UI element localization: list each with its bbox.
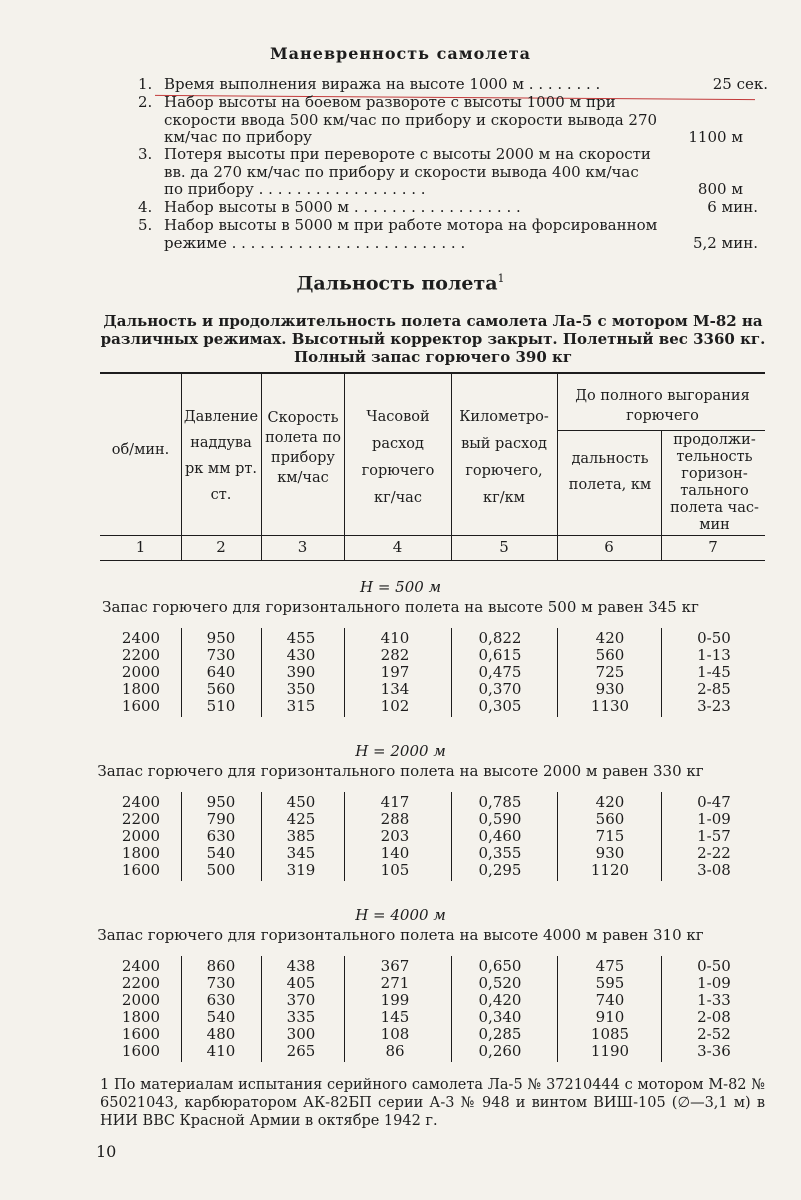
table-cell: 203 — [380, 827, 410, 845]
table-cell: 2200 — [121, 810, 161, 828]
table-cell: 910 — [595, 1008, 625, 1026]
table-cell: 288 — [380, 810, 410, 828]
table-cell: 1600 — [121, 1042, 161, 1060]
table-cell: 134 — [380, 680, 410, 698]
table-cell: 950 — [206, 793, 236, 811]
table-cell: 0,295 — [478, 861, 522, 879]
table-row — [0, 845, 801, 862]
table-cell: 450 — [286, 793, 316, 811]
table-row — [0, 992, 801, 1009]
table-cell: 630 — [206, 991, 236, 1009]
header-boost: Давление наддува pк мм рт. ст. — [183, 409, 259, 503]
table-cell: 930 — [595, 680, 625, 698]
table-row — [0, 664, 801, 681]
item-number: 1. — [138, 75, 153, 93]
item-value: 25 сек. — [712, 75, 768, 93]
table-cell: 300 — [286, 1025, 316, 1043]
table-cell: 1-09 — [697, 810, 731, 828]
table-cell: 3-36 — [697, 1042, 731, 1060]
table-cell: 640 — [206, 663, 236, 681]
table-cell: 410 — [380, 629, 410, 647]
table-cell: 930 — [595, 844, 625, 862]
col-index: 4 — [392, 538, 403, 556]
table-cell: 140 — [380, 844, 410, 862]
section-caption: Запас горючего для горизонтального полета на высоте 2000 м равен 330 кг — [97, 762, 704, 780]
table-cell: 1120 — [590, 861, 630, 879]
header-index-rule — [100, 560, 765, 561]
table-row — [0, 1026, 801, 1043]
table-row — [0, 1043, 801, 1060]
table-cell: 2000 — [121, 827, 161, 845]
table-cell: 335 — [286, 1008, 316, 1026]
item-value: 800 м — [697, 180, 743, 198]
col-index: 2 — [216, 538, 226, 556]
table-cell: 790 — [206, 810, 236, 828]
table-cell: 199 — [380, 991, 410, 1009]
range-title — [0, 272, 801, 294]
header-km: Километро-вый расход горючего, кг/км — [459, 409, 549, 506]
col-index: 5 — [499, 538, 509, 556]
table-cell: 3-23 — [697, 697, 731, 715]
section-height: H = 2000 м — [355, 742, 446, 760]
table-row — [0, 862, 801, 879]
table-cell: 0,785 — [478, 793, 522, 811]
table-cell: 1600 — [121, 861, 161, 879]
table-cell: 86 — [385, 1042, 405, 1060]
table-cell: 2400 — [121, 793, 161, 811]
table-cell: 0-50 — [697, 957, 731, 975]
table-row — [0, 811, 801, 828]
table-cell: 105 — [380, 861, 410, 879]
table-cell: 455 — [286, 629, 316, 647]
table-row — [0, 1009, 801, 1026]
table-cell: 2-08 — [697, 1008, 731, 1026]
table-cell: 430 — [286, 646, 316, 664]
header-bottom-rule — [100, 535, 765, 536]
table-cell: 540 — [206, 844, 236, 862]
table-cell: 102 — [380, 697, 410, 715]
table-cell: 319 — [286, 861, 316, 879]
item-number: 3. — [138, 145, 153, 163]
section-height: H = 500 м — [359, 578, 442, 596]
table-row — [0, 647, 801, 664]
table-cell: 0,305 — [478, 697, 522, 715]
item-value: 5,2 мин. — [692, 234, 758, 252]
col-index: 7 — [708, 538, 718, 556]
header-group: До полного выгорания горючего — [575, 388, 750, 424]
table-row — [0, 794, 801, 811]
table-cell: 197 — [380, 663, 410, 681]
item-value: 6 мин. — [707, 198, 758, 216]
table-cell: 420 — [595, 793, 625, 811]
table-cell: 1800 — [121, 1008, 161, 1026]
header-divider — [261, 374, 262, 560]
table-cell: 725 — [595, 663, 625, 681]
header-divider — [451, 374, 452, 560]
table-cell: 1600 — [121, 697, 161, 715]
header-divider — [344, 374, 345, 560]
table-cell: 740 — [595, 991, 625, 1009]
table-cell: 560 — [595, 810, 625, 828]
table-cell: 730 — [206, 974, 236, 992]
header-rpm: об/мин. — [111, 442, 170, 458]
section-caption: Запас горючего для горизонтального полета на высоте 4000 м равен 310 кг — [97, 926, 704, 944]
table-cell: 3-08 — [697, 861, 731, 879]
list-item — [138, 76, 768, 94]
page-number: 10 — [96, 1142, 117, 1161]
header-dur: продолжи-тельность горизон-тального полета час-мин — [670, 432, 759, 533]
table-cell: 2-85 — [697, 680, 731, 698]
table-cell: 438 — [286, 957, 316, 975]
table-cell: 1-13 — [697, 646, 731, 664]
table-cell: 0,260 — [478, 1042, 522, 1060]
table-cell: 345 — [286, 844, 316, 862]
header-speed: Скорость полета по прибору км/час — [265, 410, 341, 486]
table-cell: 271 — [380, 974, 410, 992]
item-text: Набор высоты в 5000 м . . . . . . . . . . . . . . . . . . — [164, 198, 521, 216]
table-row — [0, 630, 801, 647]
table-cell: 2000 — [121, 663, 161, 681]
table-cell: 0,590 — [478, 810, 522, 828]
table-cell: 370 — [286, 991, 316, 1009]
table-row — [0, 681, 801, 698]
table-cell: 2400 — [121, 957, 161, 975]
table-cell: 108 — [380, 1025, 410, 1043]
table-cell: 510 — [206, 697, 236, 715]
table-cell: 417 — [380, 793, 410, 811]
table-cell: 0,822 — [478, 629, 522, 647]
table-cell: 500 — [206, 861, 236, 879]
table-cell: 405 — [286, 974, 316, 992]
list-item — [138, 199, 768, 217]
list-item — [138, 94, 768, 146]
table-cell: 715 — [595, 827, 625, 845]
table-cell: 367 — [380, 957, 410, 975]
table-cell: 0,460 — [478, 827, 522, 845]
table-cell: 145 — [380, 1008, 410, 1026]
table-row — [0, 975, 801, 992]
table-cell: 2-52 — [697, 1025, 731, 1043]
header-divider — [181, 374, 182, 560]
table-cell: 0-50 — [697, 629, 731, 647]
table-cell: 425 — [286, 810, 316, 828]
table-cell: 1-45 — [697, 663, 731, 681]
header-top-rule — [100, 372, 765, 374]
table-cell: 2-22 — [697, 844, 731, 862]
item-number: 4. — [138, 198, 153, 216]
table-cell: 730 — [206, 646, 236, 664]
table-cell: 1600 — [121, 1025, 161, 1043]
footnote-mark: 1 — [497, 272, 505, 285]
table-cell: 0,475 — [478, 663, 522, 681]
table-cell: 2000 — [121, 991, 161, 1009]
table-cell: 0,355 — [478, 844, 522, 862]
table-row — [0, 828, 801, 845]
list-item — [138, 146, 768, 199]
table-cell: 2400 — [121, 629, 161, 647]
table-cell: 595 — [595, 974, 625, 992]
maneuver-title: Маневренность самолета — [269, 44, 532, 63]
item-number: 5. — [138, 216, 153, 234]
table-cell: 265 — [286, 1042, 316, 1060]
list-item — [138, 217, 768, 253]
table-cell: 0,420 — [478, 991, 522, 1009]
item-text: Набор высоты на боевом развороте с высоты 1000 м при скорости ввода 500 км/час по прибору и скорости вывода 270 км/час по прибору — [164, 93, 658, 146]
item-text: Время выполнения виража на высоте 1000 м . . . . . . . . — [164, 75, 601, 93]
table-cell: 350 — [286, 680, 316, 698]
table-cell: 0,370 — [478, 680, 522, 698]
table-row — [0, 958, 801, 975]
table-cell: 1-33 — [697, 991, 731, 1009]
table-cell: 0,340 — [478, 1008, 522, 1026]
table-cell: 2200 — [121, 646, 161, 664]
col-index: 3 — [297, 538, 308, 556]
table-cell: 1-57 — [697, 827, 731, 845]
table-cell: 1800 — [121, 680, 161, 698]
header-divider — [557, 374, 558, 560]
table-cell: 540 — [206, 1008, 236, 1026]
table-cell: 0,650 — [478, 957, 522, 975]
table-cell: 410 — [206, 1042, 236, 1060]
table-cell: 0,285 — [478, 1025, 522, 1043]
table-cell: 390 — [286, 663, 316, 681]
table-cell: 1190 — [590, 1042, 630, 1060]
table-cell: 0,615 — [478, 646, 522, 664]
header-hourly: Часовой расход горючего кг/час — [361, 409, 435, 506]
col-index: 6 — [604, 538, 614, 556]
table-cell: 1800 — [121, 844, 161, 862]
table-cell: 630 — [206, 827, 236, 845]
table-cell: 480 — [206, 1025, 236, 1043]
table-row — [0, 698, 801, 715]
item-value: 1100 м — [688, 128, 743, 146]
section-height: H = 4000 м — [355, 906, 446, 924]
col-index: 1 — [135, 538, 146, 556]
table-cell: 1-09 — [697, 974, 731, 992]
table-cell: 2200 — [121, 974, 161, 992]
table-cell: 0-47 — [697, 793, 731, 811]
table-cell: 560 — [595, 646, 625, 664]
table-cell: 1085 — [590, 1025, 630, 1043]
section-caption: Запас горючего для горизонтального полета на высоте 500 м равен 345 кг — [102, 598, 699, 616]
table-cell: 385 — [286, 827, 316, 845]
item-text: Потеря высоты при перевороте с высоты 2000 м на скорости вв. да 270 км/час по прибору и скорости вывода 400 км/час по прибору . . . . . . . . . . . . . . . . . . — [164, 145, 651, 198]
table-cell: 1130 — [590, 697, 630, 715]
item-number: 2. — [138, 93, 153, 111]
footnote: 1 По материалам испытания серийного самолета Ла-5 № 37210444 с мотором М-82 № 65021043, карбюратором АК-82БП серии А-3 № 948 и винтом ВИШ-105 (∅—3,1 м) в НИИ ВВС Красной Армии в октябре 1942 г. — [100, 1077, 765, 1129]
table-cell: 282 — [380, 646, 410, 664]
table-cell: 475 — [595, 957, 625, 975]
item-text: Набор высоты в 5000 м при работе мотора на форсированном режиме . . . . . . . . . . . . . . . . . . . . . . . . . — [164, 216, 658, 252]
table-cell: 0,520 — [478, 974, 522, 992]
maneuver-list — [138, 76, 768, 253]
table-cell: 420 — [595, 629, 625, 647]
header-dist: дальность полета, км — [568, 451, 652, 493]
table-cell: 560 — [206, 680, 236, 698]
range-subtitle: Дальность и продолжительность полета самолета Ла-5 с мотором М-82 на различных режимах. Высотный корректор закрыт. Полетный вес 3360 кг. Полный запас горючего 390 кг — [100, 312, 766, 366]
table-cell: 950 — [206, 629, 236, 647]
range-title-text: Дальность полета — [296, 272, 498, 295]
table-cell: 315 — [286, 697, 316, 715]
table-cell: 860 — [206, 957, 236, 975]
